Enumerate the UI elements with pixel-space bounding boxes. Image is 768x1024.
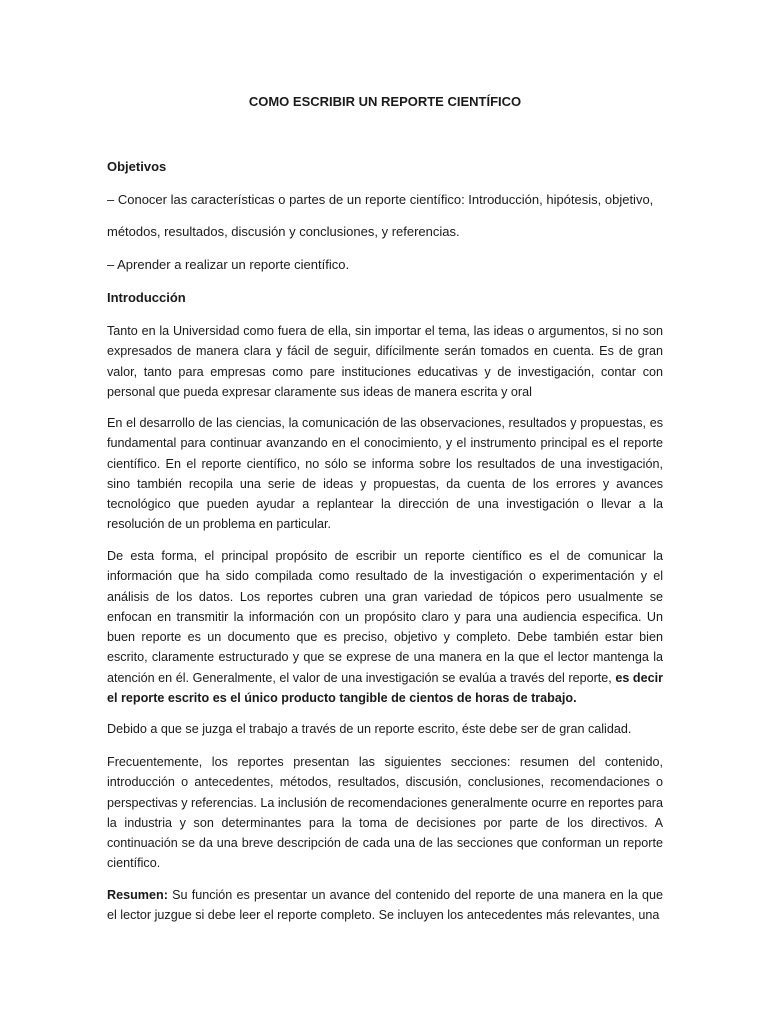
paragraph-3-emphasis: es decir el reporte escrito es el único producto tangible de cientos de horas de trabajo. — [107, 670, 664, 706]
paragraph-5: Frecuentemente, los reportes presentan las siguientes secciones: resumen del contenido, introducción o antecedentes, métodos, resultados, discusión, conclusiones, recomendaciones o perspectivas y referencias. La inclusión de recomendaciones generalmente ocurre en reportes para la industria y son determinantes para la toma de decisiones por parte de los directivos. A continuación se da una breve descripción de cada una de las secciones que conforman un reporte científico. — [107, 755, 663, 871]
document-title: COMO ESCRIBIR UN REPORTE CIENTÍFICO — [248, 94, 522, 109]
paragraph-2: En el desarrollo de las ciencias, la comunicación de las observaciones, resultados y propuestas, es fundamental para continuar avanzando en el conocimiento, y el instrumento principal es el reporte científico. En el reporte científico, no sólo se informa sobre los resultados de una investigación, sino también recopila una serie de ideas y propuestas, da cuenta de los errores y avances tecnológico que pueden ayudar a replantear la dirección de una investigación o llevar a la resolución de un problema en particular. — [107, 416, 663, 532]
resumen-text: Su función es presentar un avance del contenido del reporte de una manera en la que el lector juzgue si debe leer el reporte completo. Se incluyen los antecedentes más relevantes, una — [107, 888, 663, 923]
resumen-label: Resumen: — [107, 888, 168, 902]
objetivo-2: – Aprender a realizar un reporte científico. — [107, 257, 350, 272]
paragraph-1: Tanto en la Universidad como fuera de ella, sin importar el tema, las ideas o argumentos, si no son expresados de manera clara y fácil de seguir, difícilmente serán tomados en cuenta. Es de gran valor, tanto para empresas como pare instituciones educativas y de investigación, contar con personal que pueda expresar claramente sus ideas de manera escrita y oral — [107, 324, 663, 399]
paragraph-3 — [107, 546, 663, 708]
introduccion-heading: Introducción — [107, 290, 186, 305]
paragraph-6 — [107, 885, 663, 926]
objetivo-1-line-1: – Conocer las características o partes de un reporte científico: Introducción, hipótesis, objetivo, — [107, 192, 654, 207]
paragraph-3-text: De esta forma, el principal propósito de escribir un reporte científico es el de comunicar la información que ha sido compilada como resultado de la investigación o experimentación y el análisis de los datos. Los reportes cubren una gran variedad de tópicos pero usualmente se enfocan en transmitir la información con un propósito claro y para una audiencia especifica. Un buen reporte es un documento que es preciso, objetivo y completo. Debe también estar bien escrito, claramente estructurado y que se exprese de una manera en la que el lector mantenga la atención en él. Generalmente, el valor de una investigación se evalúa a través del reporte, — [107, 549, 663, 685]
objetivos-heading: Objetivos — [107, 159, 167, 174]
paragraph-4: Debido a que se juzga el trabajo a través de un reporte escrito, éste debe ser de gran calidad. — [107, 722, 632, 736]
objetivo-1-line-2: métodos, resultados, discusión y conclusiones, y referencias. — [107, 224, 460, 239]
